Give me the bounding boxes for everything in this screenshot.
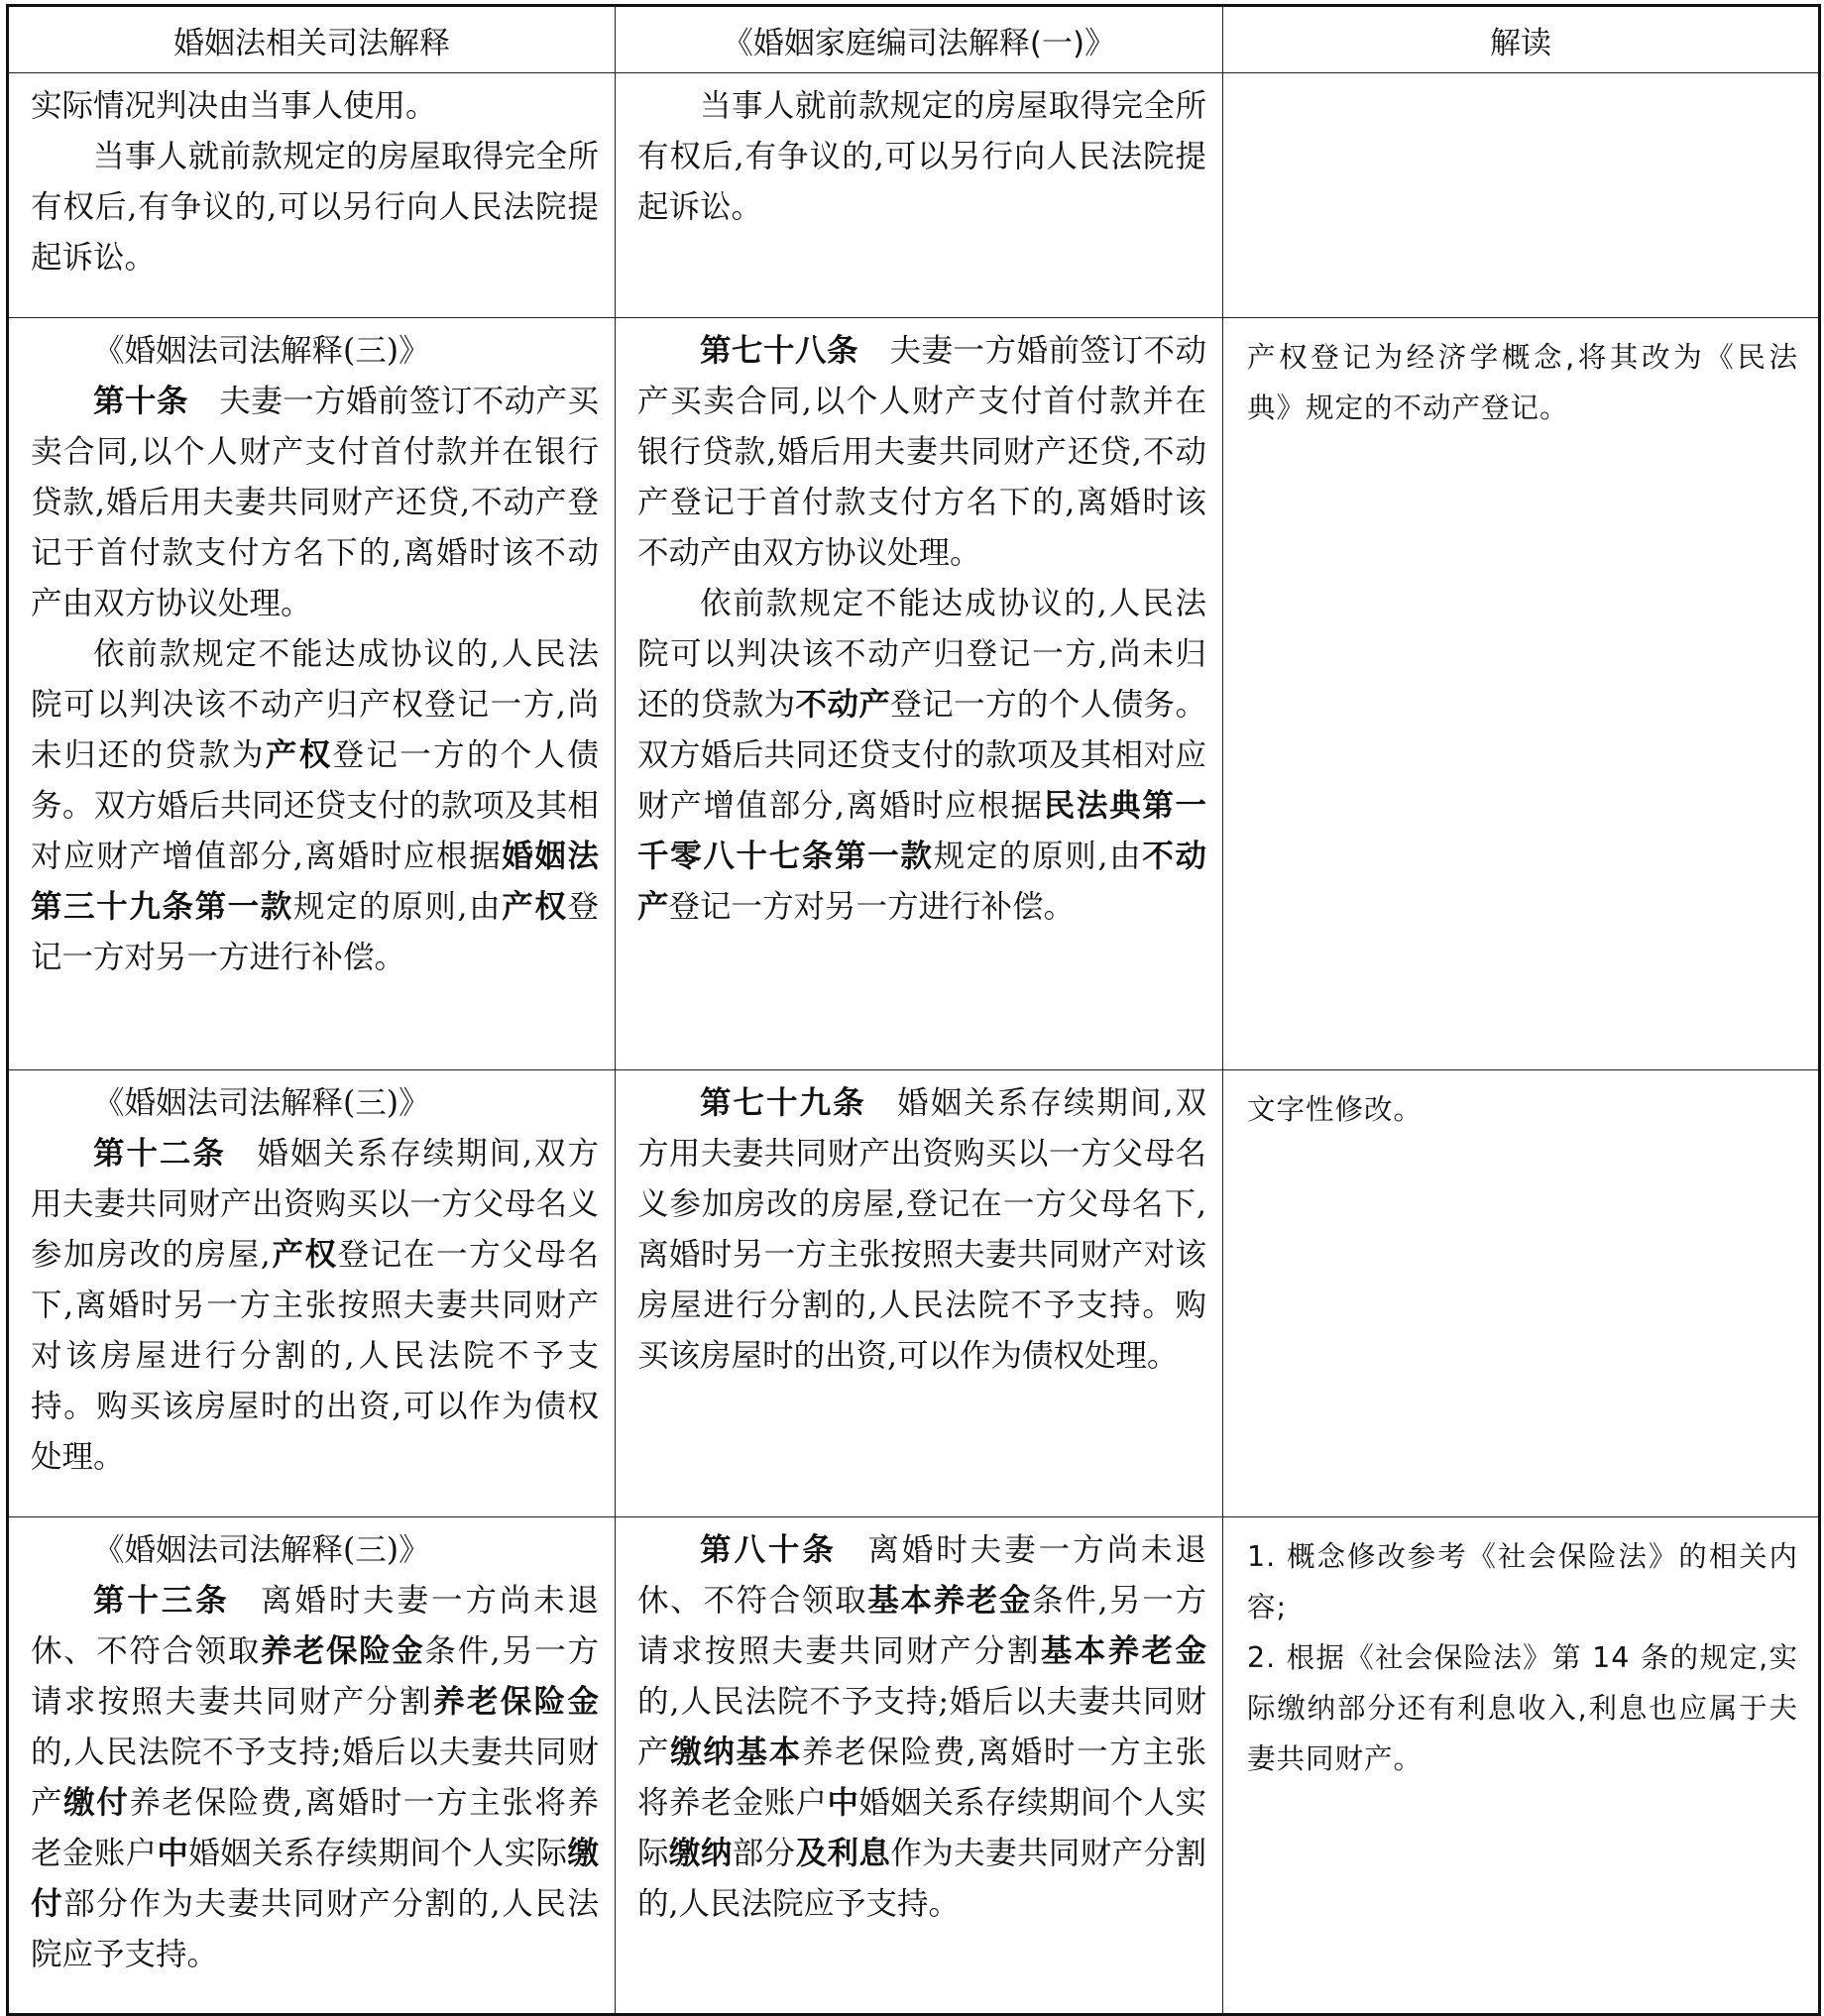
text-segment: 依前款规定不能达成协议的,人民法院可以判决该不动产归产权登记一方,尚未归还的贷款为: [31, 636, 599, 773]
cell-new-law: [616, 318, 1223, 1070]
emphasized-text: 民法典第一千零八十七条第一款: [637, 788, 1206, 874]
article-number: 第十条: [93, 384, 188, 419]
cell-commentary: [1223, 318, 1820, 1070]
header-commentary: 解读: [1223, 6, 1820, 73]
emphasized-text: 产权: [270, 1237, 338, 1273]
article-number: 第十三条: [93, 1583, 230, 1619]
text-segment: 规定的原则,由: [292, 889, 503, 925]
text-segment: 离婚时夫妻一方尚未退休、不符合领取: [637, 1532, 1206, 1619]
header-new-interpretation: 《婚姻家庭编司法解释(一)》: [616, 6, 1223, 73]
text-segment: 的,人民法院不予支持;婚后以夫妻共同财产: [31, 1735, 599, 1821]
cell-commentary: [1223, 73, 1820, 318]
table-header-row: [8, 6, 1820, 73]
commentary-text: 产权登记为经济学概念,将其改为《民法典》规定的不动产登记。: [1247, 341, 1798, 424]
text-segment: 《婚姻法司法解释(三)》: [93, 1085, 430, 1121]
text-segment: 婚姻关系存续期间,双方用夫妻共同财产出资购买以一方父母名义参加房改的房屋,: [31, 1136, 599, 1273]
text-segment: 婚姻关系存续期间个人实际: [188, 1836, 568, 1871]
paragraph: [31, 326, 599, 377]
cell-new-law: [616, 73, 1223, 318]
paragraph: [31, 1078, 599, 1129]
emphasized-text: 缴付: [63, 1785, 130, 1821]
table-row: [8, 1070, 1820, 1517]
text-segment: 婚姻关系存续期间个人实际: [637, 1785, 1206, 1871]
emphasized-text: 中: [827, 1785, 859, 1821]
emphasized-text: 及利息: [795, 1836, 891, 1871]
cell-commentary: [1223, 1517, 1820, 2015]
text-segment: 部分: [732, 1836, 796, 1871]
emphasized-text: 不动产: [637, 839, 1206, 925]
paragraph: [31, 1576, 599, 1980]
text-segment: 实际情况判决由当事人使用。: [31, 88, 437, 124]
cell-old-law: [8, 1517, 616, 2015]
article-number: 第十二条: [93, 1136, 226, 1172]
emphasized-text: 中: [157, 1836, 189, 1871]
emphasized-text: 缴付: [31, 1836, 599, 1922]
emphasized-text: 婚姻法第三十九条第一款: [31, 839, 599, 925]
paragraph: [637, 1525, 1206, 1930]
text-segment: 条件,另一方请求按照夫妻共同财产分割: [637, 1583, 1206, 1669]
emphasized-text: 不动产: [795, 687, 891, 723]
cell-commentary: [1223, 1070, 1820, 1517]
text-segment: 作为夫妻共同财产分割的,人民法院应予支持。: [637, 1836, 1206, 1922]
text-segment: 夫妻一方婚前签订不动产买卖合同,以个人财产支付首付款并在银行贷款,婚后用夫妻共同财产还贷,不动产登记于首付款支付方名下的,离婚时该不动产由双方协议处理。: [637, 333, 1206, 571]
text-segment: 依前款规定不能达成协议的,人民法院可以判决该不动产归登记一方,尚未归还的贷款为: [637, 586, 1206, 723]
cell-new-law: [616, 1070, 1223, 1517]
article-number: 第七十九条: [700, 1085, 866, 1121]
text-segment: 养老保险费,离婚时一方主张将养老金账户: [31, 1785, 599, 1871]
paragraph: [31, 377, 599, 629]
emphasized-text: 缴纳: [668, 1836, 733, 1871]
commentary-text: 2. 根据《社会保险法》第 14 条的规定,实际缴纳部分还有利息收入,利息也应属于夫妻共同财产。: [1247, 1641, 1798, 1775]
emphasized-text: 基本养老金: [1040, 1633, 1206, 1669]
emphasized-text: 养老保险金: [260, 1633, 425, 1669]
text-segment: 的,人民法院不予支持;婚后以夫妻共同财产: [637, 1684, 1206, 1770]
paragraph: [31, 1525, 599, 1576]
text-segment: 养老保险费,离婚时一方主张将养老金账户: [637, 1735, 1206, 1821]
text-segment: 婚姻关系存续期间,双方用夫妻共同财产出资购买以一方父母名义参加房改的房屋,登记在一方父母名下,离婚时另一方主张按照夫妻共同财产对该房屋进行分割的,人民法院不予支持。购买该房屋时的出资,可以作为债权处理。: [637, 1085, 1206, 1374]
text-segment: 部分作为夫妻共同财产分割的,人民法院应予支持。: [31, 1886, 599, 1972]
table-row: [8, 318, 1820, 1070]
text-segment: 规定的原则,由: [933, 839, 1143, 874]
paragraph: [637, 81, 1206, 233]
paragraph: [31, 81, 599, 132]
emphasized-text: 产权: [265, 737, 333, 773]
emphasized-text: 缴纳基本: [670, 1735, 802, 1770]
emphasized-text: 养老保险金: [433, 1684, 599, 1720]
text-segment: 登记一方的个人债务。双方婚后共同还贷支付的款项及其相对应财产增值部分,离婚时应根据: [31, 737, 599, 874]
text-segment: 夫妻一方婚前签订不动产买卖合同,以个人财产支付首付款并在银行贷款,婚后用夫妻共同财产还贷,不动产登记于首付款支付方名下的,离婚时该不动产由双方协议处理。: [31, 384, 599, 621]
text-segment: 当事人就前款规定的房屋取得完全所有权后,有争议的,可以另行向人民法院提起诉讼。: [637, 88, 1206, 225]
text-segment: 离婚时夫妻一方尚未退休、不符合领取: [31, 1583, 599, 1669]
paragraph: [31, 629, 599, 983]
text-segment: 《婚姻法司法解释(三)》: [93, 333, 430, 369]
comparison-table: [6, 4, 1821, 2016]
text-segment: 登记在一方父母名下,离婚时另一方主张按照夫妻共同财产对该房屋进行分割的,人民法院不予支持。购买该房屋时的出资,可以作为债权处理。: [31, 1237, 599, 1475]
text-segment: 登记一方对另一方进行补偿。: [31, 889, 599, 975]
paragraph: [637, 1078, 1206, 1382]
cell-old-law: [8, 318, 616, 1070]
commentary-text: 文字性修改。: [1247, 1093, 1424, 1126]
header-old-interpretation: 婚姻法相关司法解释: [8, 6, 616, 73]
emphasized-text: 基本养老金: [867, 1583, 1033, 1619]
emphasized-text: 产权: [502, 889, 568, 925]
paragraph: [637, 579, 1206, 933]
commentary-text: 1. 概念修改参考《社会保险法》的相关内容;: [1247, 1540, 1798, 1624]
text-segment: 条件,另一方请求按照夫妻共同财产分割: [31, 1633, 599, 1720]
text-segment: 《婚姻法司法解释(三)》: [93, 1532, 430, 1568]
paragraph: [637, 326, 1206, 579]
cell-old-law: [8, 1070, 616, 1517]
cell-old-law: [8, 73, 616, 318]
paragraph: [31, 132, 599, 283]
text-segment: 登记一方的个人债务。双方婚后共同还贷支付的款项及其相对应财产增值部分,离婚时应根据: [637, 687, 1206, 824]
paragraph: [31, 1129, 599, 1483]
article-number: 第七十八条: [700, 333, 858, 369]
cell-new-law: [616, 1517, 1223, 2015]
article-number: 第八十条: [700, 1532, 837, 1568]
table-row: [8, 1517, 1820, 2015]
text-segment: 登记一方对另一方进行补偿。: [668, 889, 1076, 925]
table-row: [8, 73, 1820, 318]
text-segment: 当事人就前款规定的房屋取得完全所有权后,有争议的,可以另行向人民法院提起诉讼。: [31, 139, 599, 276]
